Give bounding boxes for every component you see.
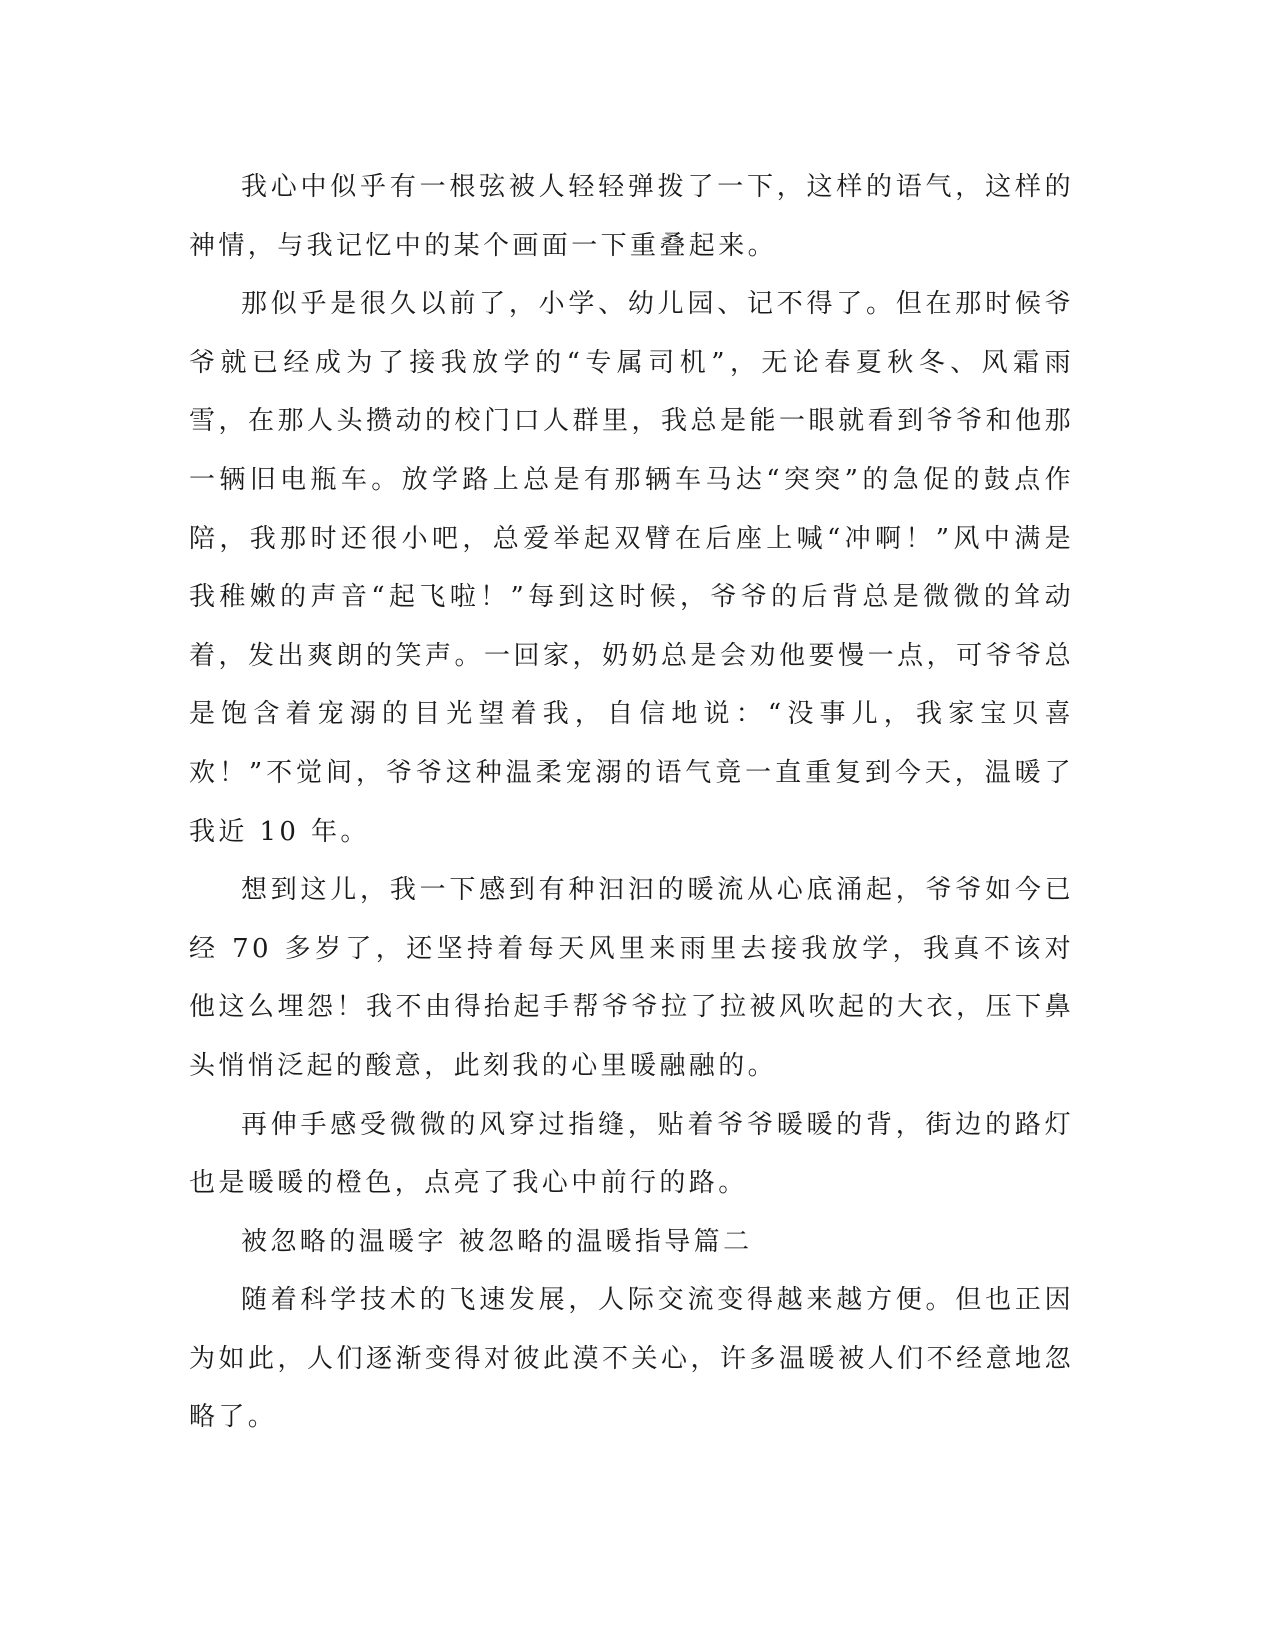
paragraph-grandpa-driver: 那似乎是很久以前了，小学、幼儿园、记不得了。但在那时候爷爷就已经成为了接我放学的“专属司机”，无论春夏秋冬、风霜雨雪，在那人头攒动的校门口人群里，我总是能一眼就看到爷爷和他那一辆旧电瓶车。放学路上总是有那辆车马达“突突”的急促的鼓点作陪，我那时还很小吧，总爱举起双臂在后座上喊“冲啊！”风中满是我稚嫩的声音“起飞啦！”每到这时候，爷爷的后背总是微微的耸动着，发出爽朗的笑声。一回家，奶奶总是会劝他要慢一点，可爷爷总是饱含着宠溺的目光望着我，自信地说：“没事儿，我家宝贝喜欢！”不觉间，爷爷这种温柔宠溺的语气竟一直重复到今天，温暖了我近 10 年。 (189, 289, 1074, 847)
section-heading: 被忽略的温暖字 被忽略的温暖指导篇二 (241, 1226, 753, 1257)
paragraph-memory-echo: 我心中似乎有一根弦被人轻轻弹拨了一下，这样的语气，这样的神情，与我记忆中的某个画面一下重叠起来。 (189, 172, 1074, 261)
paragraph-technology: 随着科学技术的飞速发展，人际交流变得越来越方便。但也正因为如此，人们逐渐变得对彼此漠不关心，许多温暖被人们不经意地忽略了。 (189, 1285, 1074, 1433)
document-body (189, 158, 1074, 1447)
paragraph-warm-current: 想到这儿，我一下感到有种汩汩的暖流从心底涌起，爷爷如今已经 70 多岁了，还坚持着每天风里来雨里去接我放学，我真不该对他这么埋怨！我不由得抬起手帮爷爷拉了拉被风吹起的大衣，压下鼻头悄悄泛起的酸意，此刻我的心里暖融融的。 (189, 875, 1074, 1081)
paragraph-street-light: 再伸手感受微微的风穿过指缝，贴着爷爷暖暖的背，街边的路灯也是暖暖的橙色，点亮了我心中前行的路。 (189, 1109, 1074, 1199)
